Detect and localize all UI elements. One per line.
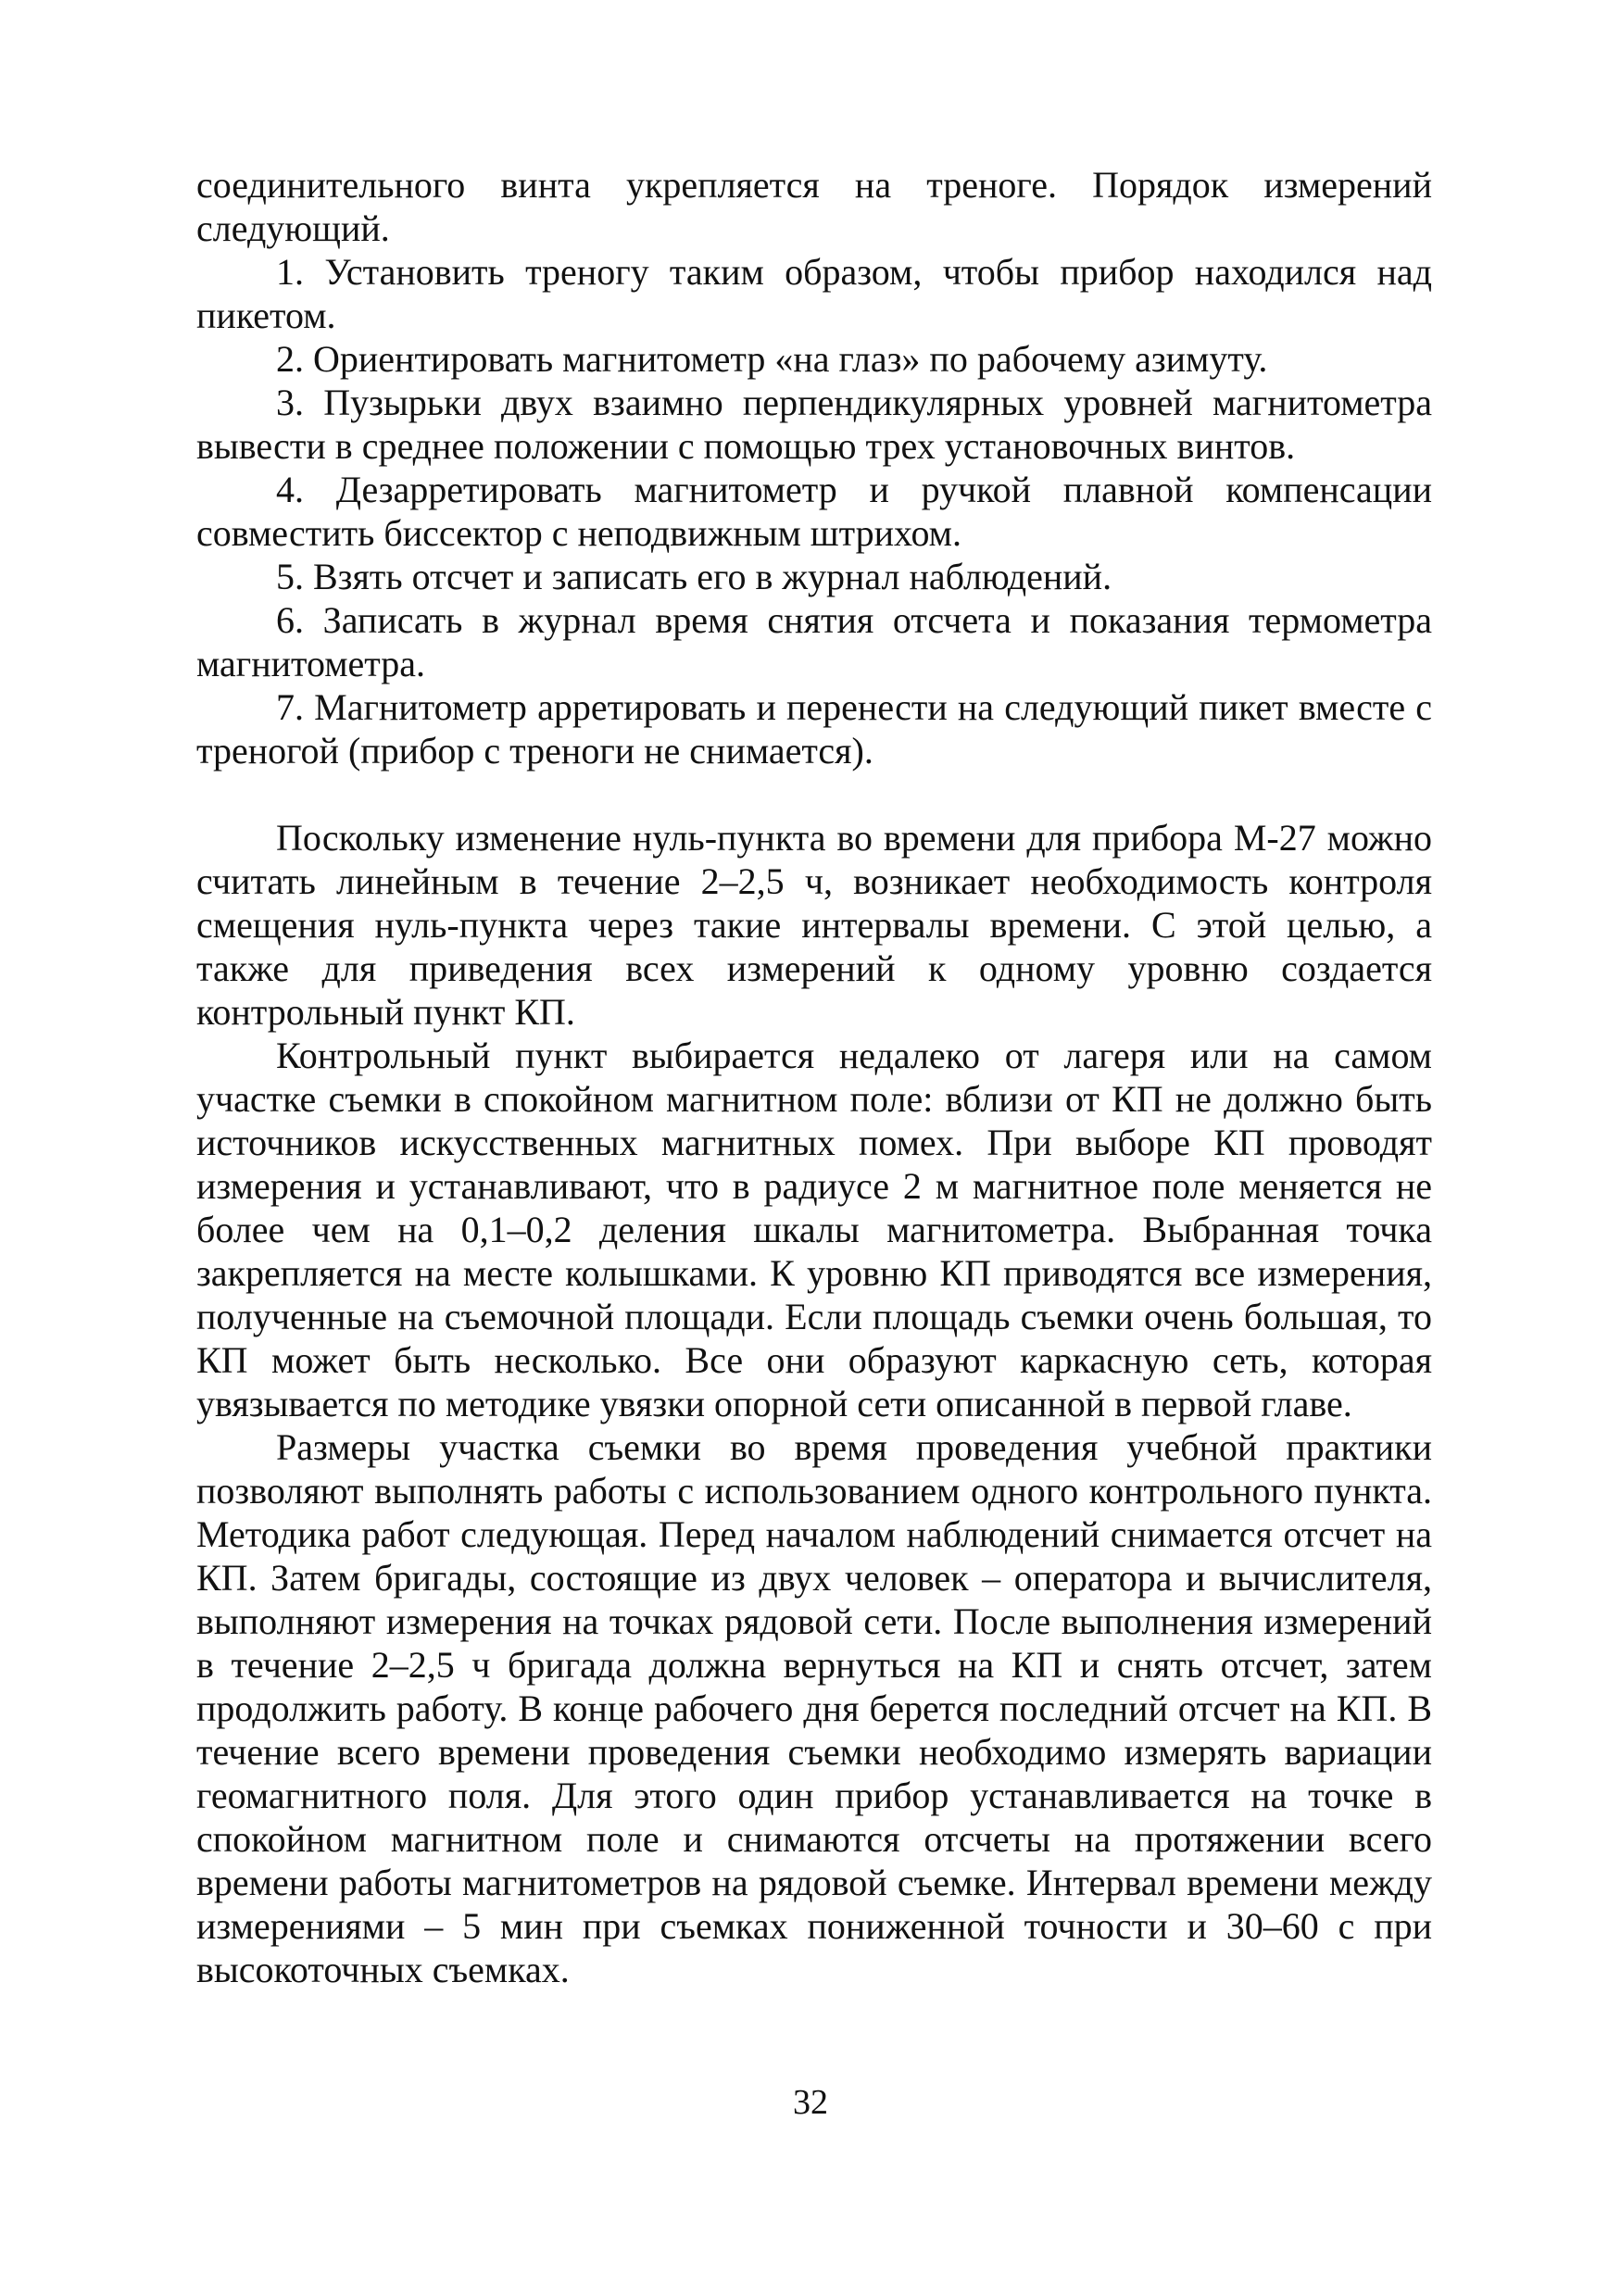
step-item: 6. Записать в журнал время снятия отсчета и показания термометра магнитометра.: [196, 599, 1432, 684]
body-text: [196, 163, 1432, 1991]
step-item: 5. Взять отсчет и записать его в журнал наблюдений.: [276, 556, 1112, 597]
page-number: 32: [793, 2083, 828, 2122]
step-item: 4. Дезарретировать магнитометр и ручкой плавной компенсации совместить биссектор с неподвижным штрихом.: [196, 469, 1432, 554]
body-paragraph: Контрольный пункт выбирается недалеко от лагеря или на самом участке съемки в спокойном магнитном поле: вблизи от КП не должно быть источников искусственных магнитных помех. При выборе КП проводят измерения и устанавливают, что в радиусе 2 м магнитное поле меняется не более чем на 0,1–0,2 деления шкалы магнитометра. Выбранная точка закрепляется на месте колышками. К уровню КП приводятся все измерения, полученные на съемочной площади. Если площадь съемки очень большая, то КП может быть несколько. Все они образуют каркасную сеть, которая увязывается по методике увязки опорной сети описанной в первой главе.: [196, 1035, 1432, 1424]
step-item: 1. Установить треногу таким образом, чтобы прибор находился над пикетом.: [196, 251, 1432, 336]
step-item: 3. Пузырьки двух взаимно перпендикулярных уровней магнитометра вывести в среднее положении с помощью трех установочных винтов.: [196, 382, 1432, 467]
body-paragraph: Размеры участка съемки во время проведения учебной практики позволяют выполнять работы с использованием одного контрольного пункта. Методика работ следующая. Перед началом наблюдений снимается отсчет на КП. Затем бригады, состоящие из двух человек – оператора и вычислителя, выполняют измерения на точках рядовой сети. После выполнения измерений в течение 2–2,5 ч бригада должна вернуться на КП и снять отсчет, затем продолжить работу. В конце рабочего дня берется последний отсчет на КП. В течение всего времени проведения съемки необходимо измерять вариации геомагнитного поля. Для этого один прибор устанавливается на точке в спокойном магнитном поле и снимаются отсчеты на протяжении всего времени работы магнитометров на рядовой съемке. Интервал времени между измерениями – 5 мин при съемках пониженной точности и 30–60 с при высокоточных съемках.: [196, 1426, 1432, 1990]
step-item: 2. Ориентировать магнитометр «на глаз» по рабочему азимуту.: [276, 338, 1268, 380]
section-spacer: [196, 772, 1432, 816]
step-item: 7. Магнитометр арретировать и перенести на следующий пикет вместе с треногой (прибор с треноги не снимается).: [196, 686, 1432, 772]
body-paragraph: Поскольку изменение нуль-пункта во времени для прибора М-27 можно считать линейным в течение 2–2,5 ч, возникает необходимость контроля смещения нуль-пункта через такие интервалы времени. С этой целью, а также для приведения всех измерений к одному уровню создается контрольный пункт КП.: [196, 817, 1432, 1033]
intro-paragraph: соединительного винта укрепляется на треноге. Порядок измерений следующий.: [196, 164, 1432, 249]
